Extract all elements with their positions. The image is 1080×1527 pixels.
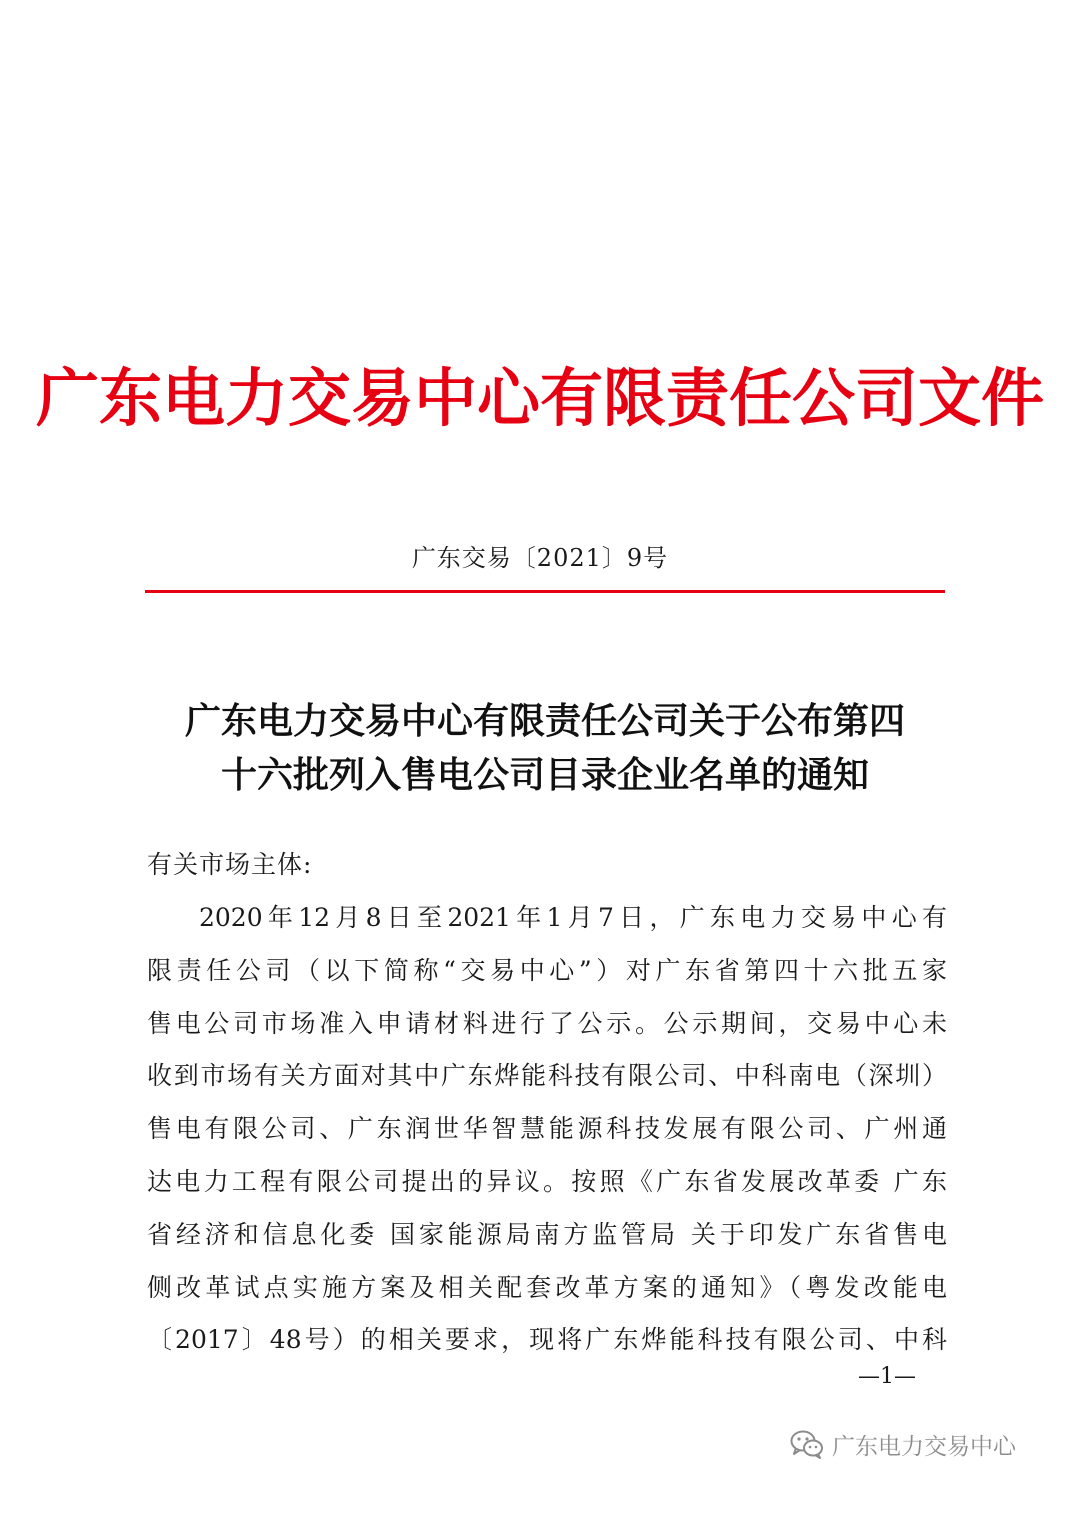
page-number: —1— [858, 1364, 916, 1389]
watermark-text: 广东电力交易中心 [832, 1433, 1016, 1460]
salutation: 有关市场主体: [147, 850, 313, 879]
notice-title-line: 广东电力交易中心有限责任公司关于公布第四 [184, 700, 905, 742]
body-line: 达电力工程有限公司提出的异议。按照《广东省发展改革委 广东 [147, 1166, 947, 1196]
body-line: 限责任公司（以下简称“交易中心”）对广东省第四十六批五家 [147, 955, 947, 985]
notice-title [140, 694, 950, 802]
body-line: 省经济和信息化委 国家能源局南方监管局 关于印发广东省售电 [147, 1219, 947, 1249]
body-text [147, 898, 947, 1373]
body-line: 售电公司市场准入申请材料进行了公示。公示期间，交易中心未 [147, 1008, 947, 1038]
notice-title-line: 十六批列入售电公司目录企业名单的通知 [220, 754, 869, 796]
body-line: 侧改革试点实施方案及相关配套改革方案的通知》（粤发改能电 [147, 1272, 947, 1302]
body-line: 售电有限公司、广东润世华智慧能源科技发展有限公司、广州通 [147, 1114, 947, 1144]
wechat-icon [790, 1429, 824, 1459]
watermark [790, 1424, 1016, 1464]
masthead-title: 广东电力交易中心有限责任公司文件 [36, 361, 1044, 435]
body-line: 〔2017〕48号）的相关要求，现将广东烨能科技有限公司、中科 [147, 1325, 947, 1355]
body-line: 2020年12月8日至2021年1月7日，广东电力交易中心有 [199, 903, 947, 932]
body-line: 收到市场有关方面对其中广东烨能科技有限公司、中科南电（深圳） [147, 1061, 947, 1091]
red-divider [145, 590, 945, 593]
document-number: 广东交易〔2021〕9号 [411, 544, 669, 572]
